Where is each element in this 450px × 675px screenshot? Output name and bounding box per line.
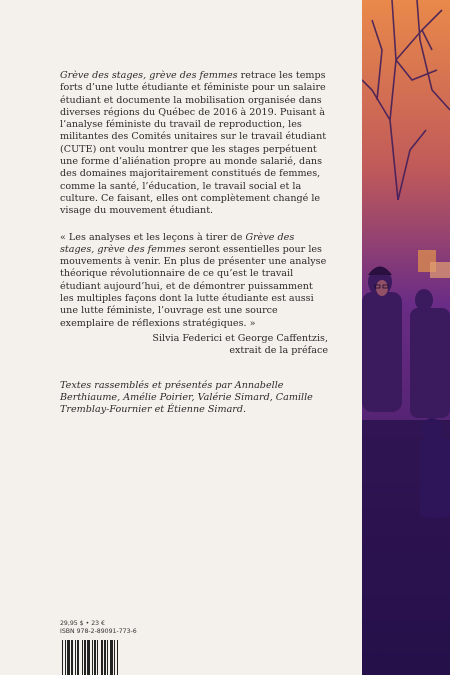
barcode-bar (82, 640, 83, 675)
attribution-authors: Silvia Federici et George Caffentzis, (152, 332, 328, 344)
barcode-bar (97, 640, 98, 675)
isbn-label: ISBN 978-2-89091-773-6 (60, 628, 137, 635)
barcode-bar (107, 640, 108, 675)
barcode-bar (67, 640, 70, 675)
barcode-bar (110, 640, 113, 675)
cover-photo-strip (362, 0, 450, 675)
blurb-text: retrace les temps forts d’une lutte étudiante et féministe pour un salaire étudiant et documente la mobilisation organisée dans diverses régions du Québec de 2016 à 2019. Puisant à l’analyse féministe du travail de reproduction, les militantes des Comités unitaires sur le travail étudiant (CUTE) ont voulu montrer que les stages perpétuent une forme d’aliénation propre au monde salarié, dans des domaines majoritairement constitués de femmes, comme la santé, l’éducation, le travail social et la culture. Ce faisant, elles ont complètement changé le visage du mouvement étudiant. (60, 70, 327, 217)
barcode-bar (62, 640, 63, 675)
book-blurb (60, 70, 328, 218)
price-label: 29,95 $ • 23 € (60, 620, 105, 627)
barcode-bar (87, 640, 90, 675)
quote-part2: seront essentielles pour les mouvements à venir. En plus de présenter une analyse théorique révolutionnaire de ce qu’est le travail étudiant aujourd’hui, et de démontrer puissamment les multiples façons dont la lutte étudiante est aussi une lutte féministe, l’ouvrage est une source exemplaire de réflexions stratégiques. » (60, 243, 327, 329)
quote-part1: « Les analyses et les leçons à tirer de (60, 231, 246, 243)
barcode-bar (94, 640, 96, 675)
barcode-bar (104, 640, 106, 675)
barcode-bar (84, 640, 86, 675)
barcode-bar (75, 640, 76, 675)
barcode-bar (71, 640, 73, 675)
editors-credits: Textes rassemblés et présentés par Annabelle Berthiaume, Amélie Poirier, Valérie Simard, Camille Tremblay-Fournier et Étienne Simard. (60, 379, 313, 416)
price-isbn-block (60, 620, 137, 636)
quote-book-title: Grève des stages, grève des femmes (60, 231, 295, 255)
book-title-italic: Grève des stages, grève des femmes (60, 70, 238, 81)
preface-quote (60, 232, 328, 330)
barcode-bar (65, 640, 66, 675)
back-cover-text (60, 70, 328, 427)
barcode-bar (77, 640, 79, 675)
barcode-bar (117, 640, 118, 675)
protest-photo-illustration (362, 0, 450, 675)
barcode-bar (114, 640, 115, 675)
attribution-source: extrait de la préface (229, 345, 328, 357)
quote-attribution (60, 333, 328, 358)
barcode-bar (92, 640, 93, 675)
barcode (60, 640, 148, 675)
barcode-bars (60, 640, 148, 675)
barcode-bar (101, 640, 103, 675)
